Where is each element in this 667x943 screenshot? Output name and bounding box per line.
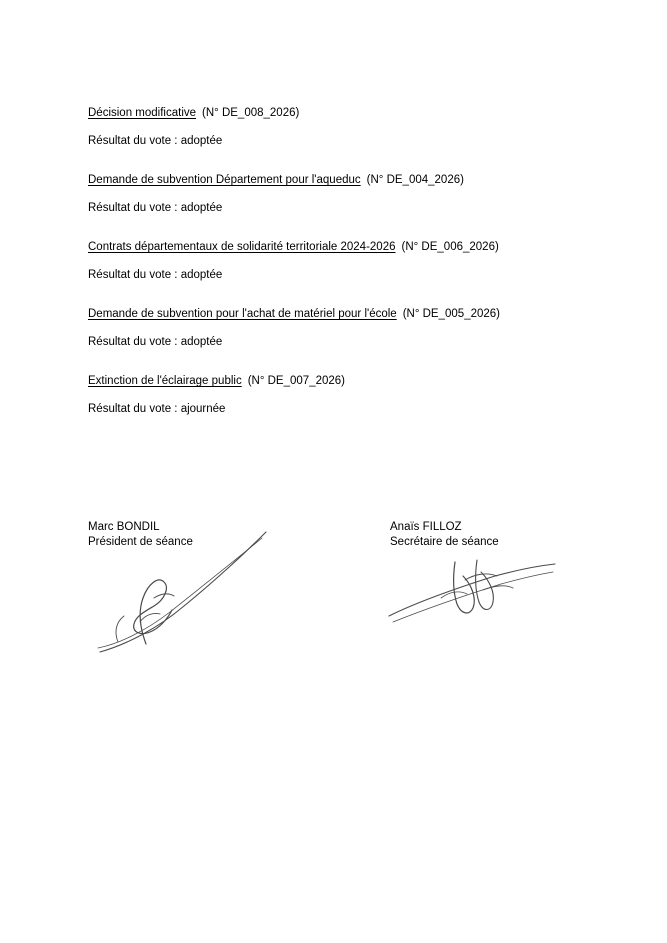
agenda-item-title: Contrats départementaux de solidarité territoriale 2024-2026	[88, 241, 396, 253]
agenda-item	[88, 373, 588, 418]
signature-name: Anaïs FILLOZ	[390, 521, 462, 533]
agenda-item-result: Résultat du vote : adoptée	[88, 269, 223, 281]
agenda-item-title: Demande de subvention pour l'achat de matériel pour l'école	[88, 308, 397, 320]
signature-role: Secrétaire de séance	[390, 536, 499, 548]
agenda-items-list	[88, 105, 588, 440]
signature-role: Président de séance	[88, 536, 193, 548]
agenda-item-reference: (N° DE_008_2026)	[202, 107, 300, 119]
agenda-item-result: Résultat du vote : adoptée	[88, 135, 223, 147]
agenda-item	[88, 306, 588, 351]
agenda-item-reference: (N° DE_006_2026)	[401, 241, 499, 253]
signature-block	[88, 520, 608, 680]
agenda-item	[88, 239, 588, 284]
agenda-item-heading	[88, 306, 588, 323]
agenda-item-reference: (N° DE_004_2026)	[366, 174, 464, 186]
agenda-item-result: Résultat du vote : adoptée	[88, 202, 223, 214]
agenda-item-result: Résultat du vote : ajournée	[88, 403, 226, 415]
agenda-item-reference: (N° DE_007_2026)	[247, 375, 345, 387]
agenda-item-heading	[88, 172, 588, 189]
agenda-item-title: Extinction de l'éclairage public	[88, 375, 242, 387]
signature-name: Marc BONDIL	[88, 521, 160, 533]
handwritten-signature-icon	[383, 550, 563, 640]
agenda-item-title: Décision modificative	[88, 107, 197, 119]
agenda-item	[88, 105, 588, 150]
agenda-item-heading	[88, 373, 588, 390]
signature-secretary	[390, 520, 499, 550]
signature-president	[88, 520, 193, 550]
agenda-item-reference: (N° DE_005_2026)	[402, 308, 500, 320]
agenda-item-heading	[88, 105, 588, 122]
agenda-item-heading	[88, 239, 588, 256]
agenda-item-result: Résultat du vote : adoptée	[88, 336, 223, 348]
agenda-item-title: Demande de subvention Département pour l'aqueduc	[88, 174, 361, 186]
agenda-item	[88, 172, 588, 217]
